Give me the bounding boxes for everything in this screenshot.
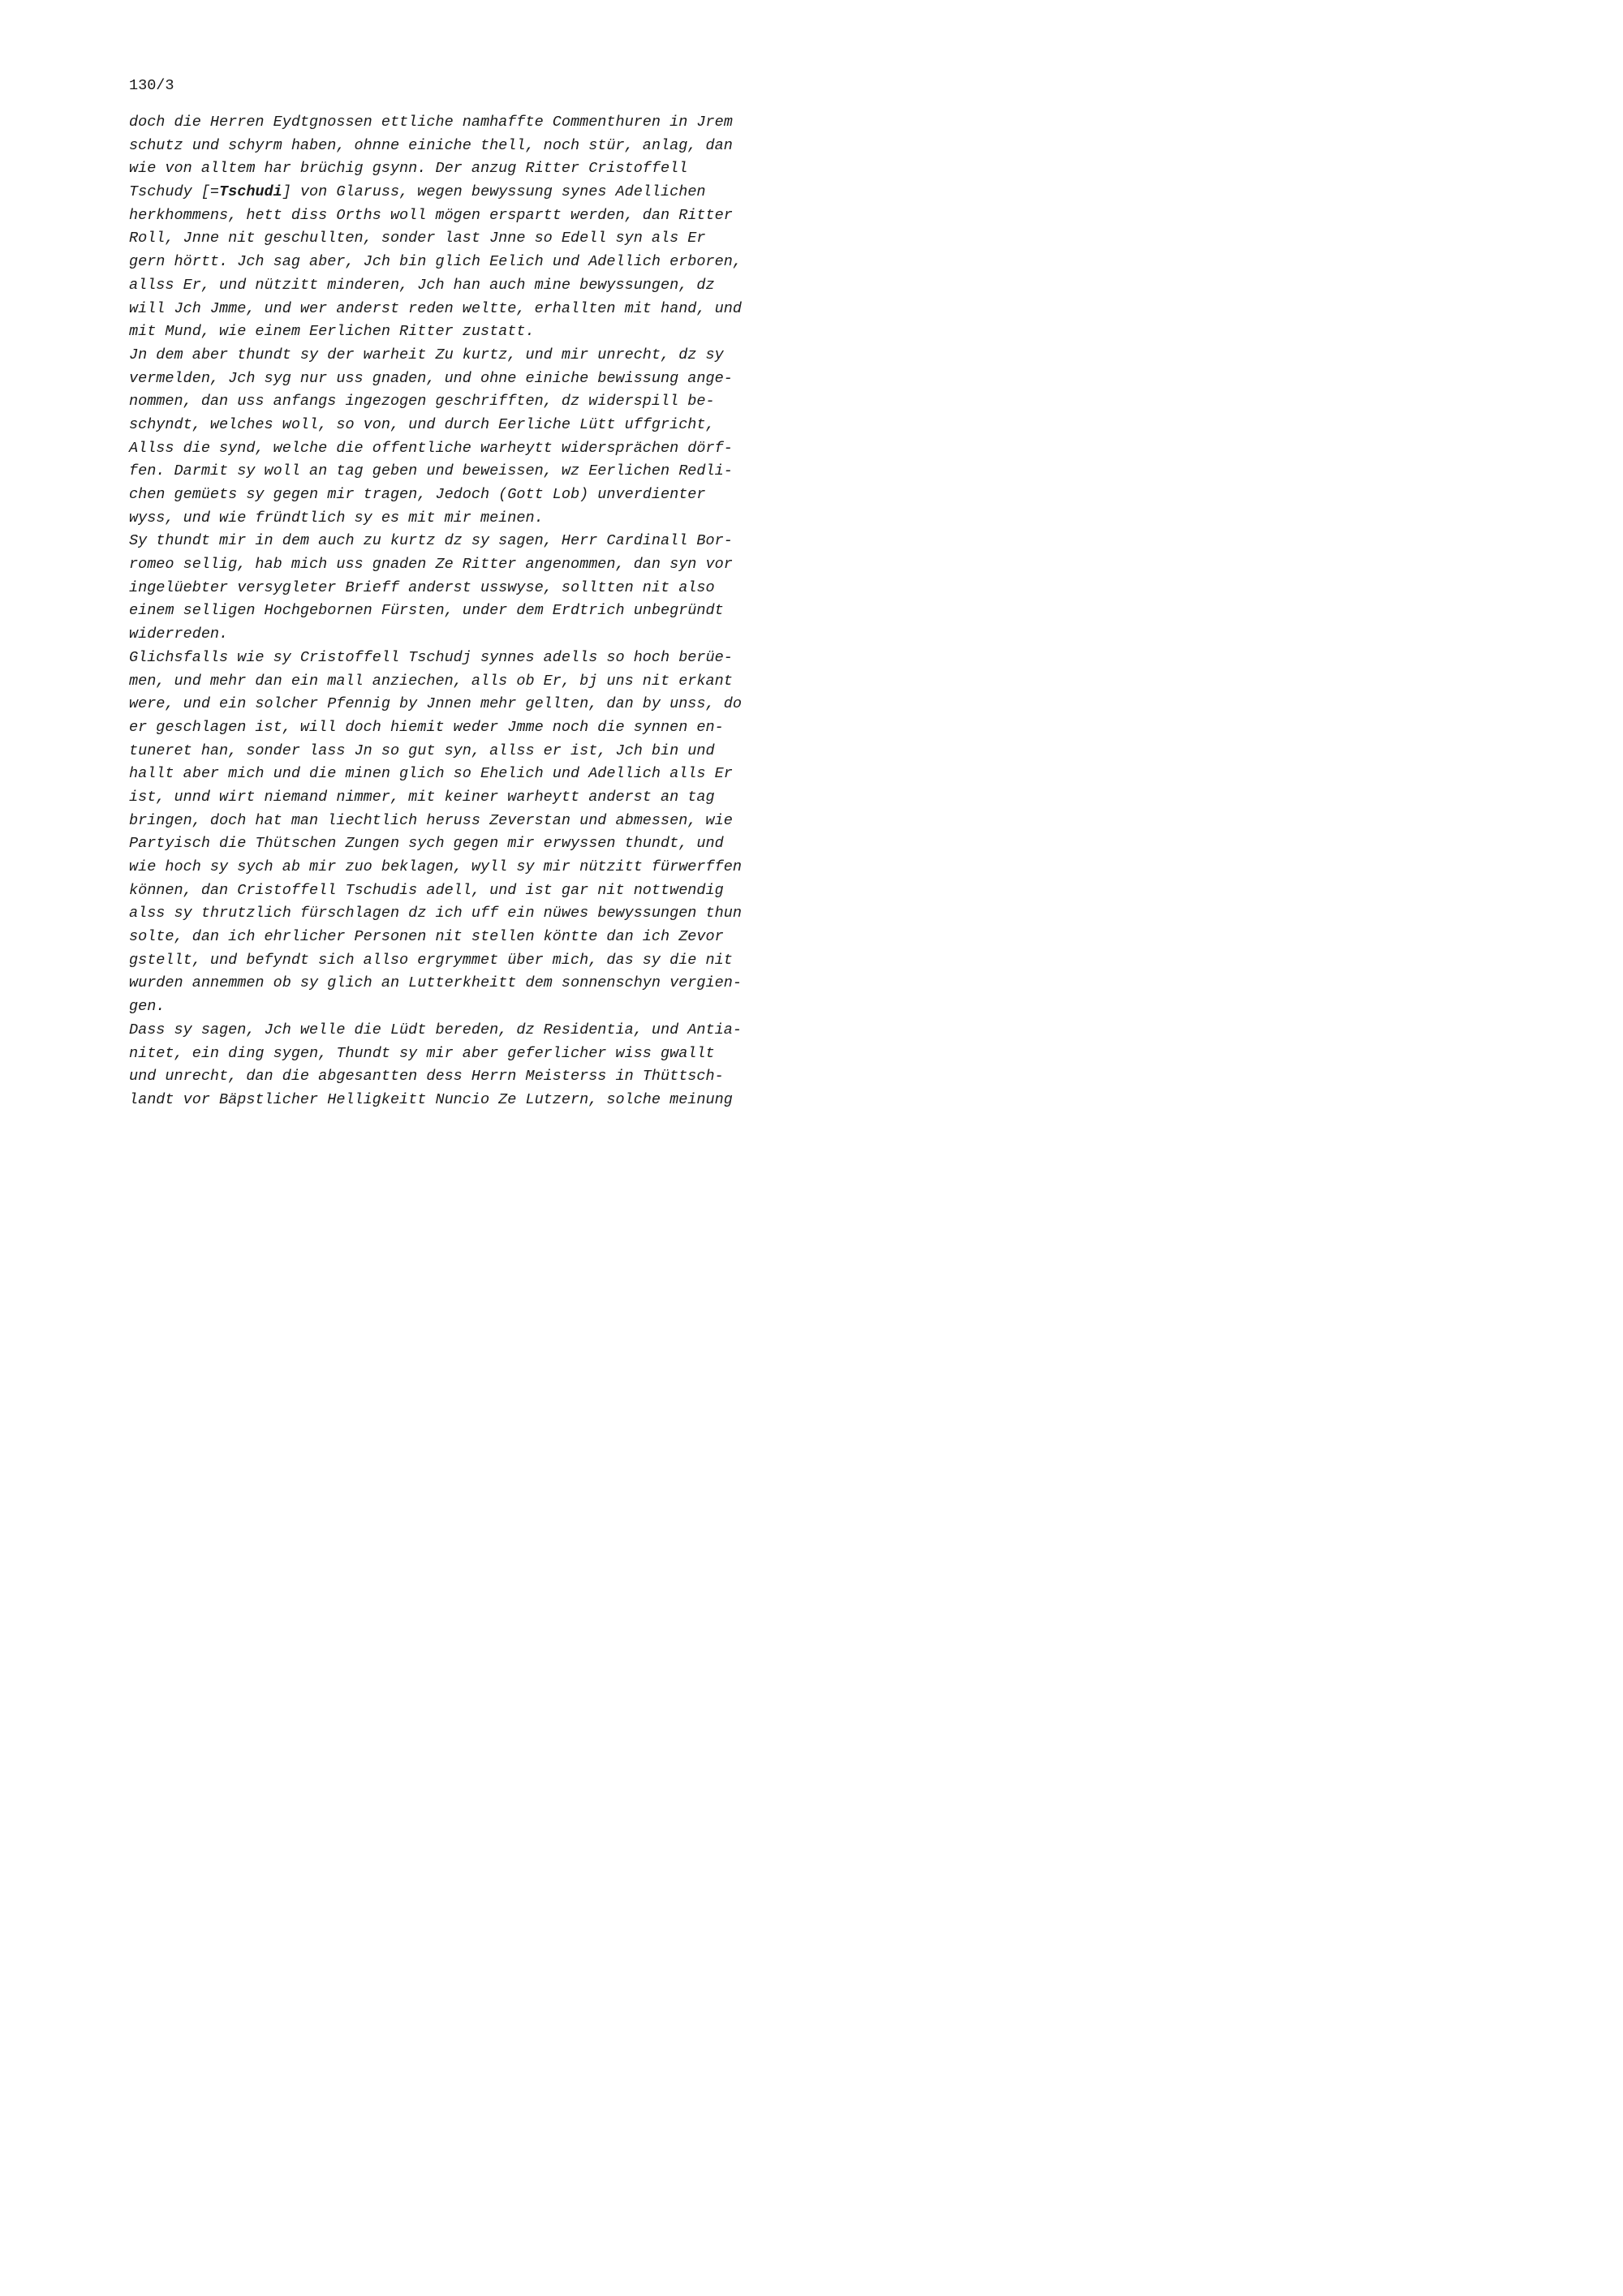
text-line: wyss, und wie fründtlich sy es mit mir meinen. [129,509,544,527]
text-line: nommen, dan uss anfangs ingezogen geschrifften, dz widerspill be- [129,393,715,411]
text-line: fen. Darmit sy woll an tag geben und beweissen, wz Eerlichen Redli- [129,462,733,480]
text-line: ingelüebter versygleter Brieff anderst usswyse, solltten nit also [129,578,715,596]
text-line: vermelden, Jch syg nur uss gnaden, und ohne einiche bewissung ange- [129,369,733,387]
text-line: wie hoch sy sych ab mir zuo beklagen, wyll sy mir nützitt fürwerffen [129,858,742,875]
text-line: tuneret han, sonder lass Jn so gut syn, allss er ist, Jch bin und [129,742,715,759]
text-line: Glichsfalls wie sy Cristoffell Tschudj synnes adells so hoch berüe- [129,648,733,666]
document-page [0,0,893,1262]
text-line: chen gemüets sy gegen mir tragen, Jedoch (Gott Lob) unverdienter [129,486,706,503]
text-line: Sy thundt mir in dem auch zu kurtz dz sy sagen, Herr Cardinall Bor- [129,532,733,550]
text-line: und unrecht, dan die abgesantten dess Herrn Meisterss in Thüttsch- [129,1068,724,1086]
text-line: Partyisch die Thütschen Zungen sych gegen mir erwyssen thundt, und [129,835,724,853]
text-line: nitet, ein ding sygen, Thundt sy mir aber geferlicher wiss gwallt [129,1044,715,1062]
text-line: were, und ein solcher Pfennig by Jnnen mehr gellten, dan by unss, do [129,695,742,713]
text-segment: ] von Glaruss, wegen bewyssung synes Adellichen [282,183,706,201]
text-line: schyndt, welches woll, so von, und durch Eerliche Lütt uffgricht, [129,415,715,433]
bold-name: Tschudi [219,183,282,201]
text-line: will Jch Jmme, und wer anderst reden weltte, erhallten mit hand, und [129,299,742,317]
text-line: mit Mund, wie einem Eerlichen Ritter zustatt. [129,323,535,341]
text-line [129,181,827,204]
text-line: alss sy thrutzlich fürschlagen dz ich uff ein nüwes bewyssungen thun [129,905,742,922]
text-line: er geschlagen ist, will doch hiemit weder Jmme noch die synnen en- [129,718,724,736]
text-line: bringen, doch hat man liechtlich heruss Zeverstan und abmessen, wie [129,811,733,829]
text-line: herkhommens, hett diss Orths woll mögen erspartt werden, dan Ritter [129,206,733,224]
body-text [129,111,827,1112]
text-line: ist, unnd wirt niemand nimmer, mit keiner warheytt anderst an tag [129,788,715,806]
text-line: schutz und schyrm haben, ohnne einiche thell, noch stür, anlag, dan [129,136,733,154]
text-line: wurden annemmen ob sy glich an Lutterkheitt dem sonnenschyn vergien- [129,974,742,992]
text-line: wie von alltem har brüchig gsynn. Der anzug Ritter Cristoffell [129,160,688,178]
text-segment: Tschudy [= [129,183,220,201]
text-line: gern hörtt. Jch sag aber, Jch bin glich Eelich und Adellich erboren, [129,253,742,271]
text-line: landt vor Bäpstlicher Helligkeitt Nuncio Ze Lutzern, solche meinung [129,1090,733,1108]
page-number: 130/3 [129,77,174,94]
text-line: Roll, Jnne nit geschullten, sonder last Jnne so Edell syn als Er [129,230,706,247]
text-line: allss Er, und nützitt minderen, Jch han auch mine bewyssungen, dz [129,276,715,294]
text-line: doch die Herren Eydtgnossen ettliche namhaffte Commenthuren in Jrem [129,114,733,131]
text-line: romeo sellig, hab mich uss gnaden Ze Ritter angenommen, dan syn vor [129,556,733,574]
text-line: men, und mehr dan ein mall anziechen, alls ob Er, bj uns nit erkant [129,672,733,690]
text-line: Allss die synd, welche die offentliche warheytt widersprächen dörf- [129,439,733,457]
text-line: Dass sy sagen, Jch welle die Lüdt bereden, dz Residentia, und Antia- [129,1021,742,1038]
text-line: solte, dan ich ehrlicher Personen nit stellen köntte dan ich Zevor [129,928,724,946]
text-line: können, dan Cristoffell Tschudis adell, und ist gar nit nottwendig [129,881,724,899]
text-line: Jn dem aber thundt sy der warheit Zu kurtz, und mir unrecht, dz sy [129,346,724,363]
text-line: gstellt, und befyndt sich allso ergrymmet über mich, das sy die nit [129,951,733,969]
text-line: gen. [129,998,166,1016]
text-line: widerreden. [129,626,229,643]
text-line: hallt aber mich und die minen glich so Ehelich und Adellich alls Er [129,765,733,783]
text-line: einem selligen Hochgebornen Fürsten, under dem Erdtrich unbegründt [129,602,724,620]
